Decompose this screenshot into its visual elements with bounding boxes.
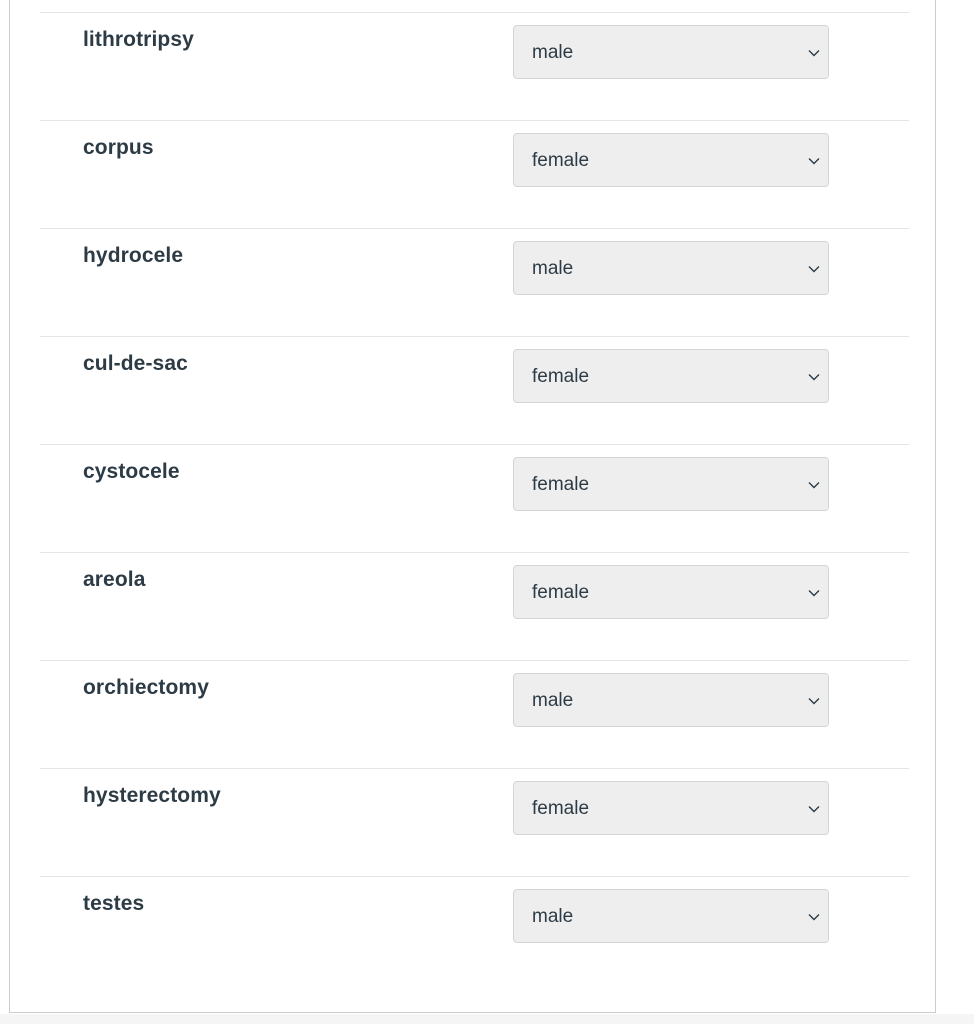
matching-row <box>40 552 909 660</box>
chevron-down-icon <box>806 477 822 493</box>
matching-row <box>40 228 909 336</box>
selected-value: female <box>532 150 590 171</box>
matching-row <box>40 336 909 444</box>
answer-select[interactable] <box>513 349 829 403</box>
answer-select[interactable] <box>513 673 829 727</box>
term-label: corpus <box>83 136 154 159</box>
selected-value: male <box>532 906 574 927</box>
chevron-down-icon <box>806 909 822 925</box>
selected-value: female <box>532 366 590 387</box>
page-footer-strip <box>0 1014 974 1024</box>
matching-row <box>40 876 909 984</box>
matching-row <box>40 768 909 876</box>
matching-row <box>40 120 909 228</box>
chevron-down-icon <box>806 693 822 709</box>
chevron-down-icon <box>806 585 822 601</box>
matching-rows <box>40 12 909 984</box>
term-label: cul-de-sac <box>83 352 188 375</box>
selected-value: male <box>532 258 574 279</box>
selected-value: male <box>532 42 574 63</box>
answer-select[interactable] <box>513 457 829 511</box>
selected-value: female <box>532 582 590 603</box>
answer-select[interactable] <box>513 781 829 835</box>
answer-select[interactable] <box>513 25 829 79</box>
term-label: hysterectomy <box>83 784 221 807</box>
term-label: orchiectomy <box>83 676 209 699</box>
selected-value: female <box>532 798 590 819</box>
selected-value: male <box>532 690 574 711</box>
term-label: hydrocele <box>83 244 184 267</box>
term-label: testes <box>83 892 145 915</box>
matching-row <box>40 12 909 120</box>
matching-row <box>40 444 909 552</box>
selected-value: female <box>532 474 590 495</box>
matching-question-panel <box>9 0 936 1013</box>
chevron-down-icon <box>806 153 822 169</box>
answer-select[interactable] <box>513 241 829 295</box>
chevron-down-icon <box>806 801 822 817</box>
answer-select[interactable] <box>513 889 829 943</box>
term-label: areola <box>83 568 146 591</box>
matching-row <box>40 660 909 768</box>
term-label: lithrotripsy <box>83 28 194 51</box>
term-label: cystocele <box>83 460 180 483</box>
chevron-down-icon <box>806 45 822 61</box>
chevron-down-icon <box>806 261 822 277</box>
chevron-down-icon <box>806 369 822 385</box>
answer-select[interactable] <box>513 565 829 619</box>
answer-select[interactable] <box>513 133 829 187</box>
